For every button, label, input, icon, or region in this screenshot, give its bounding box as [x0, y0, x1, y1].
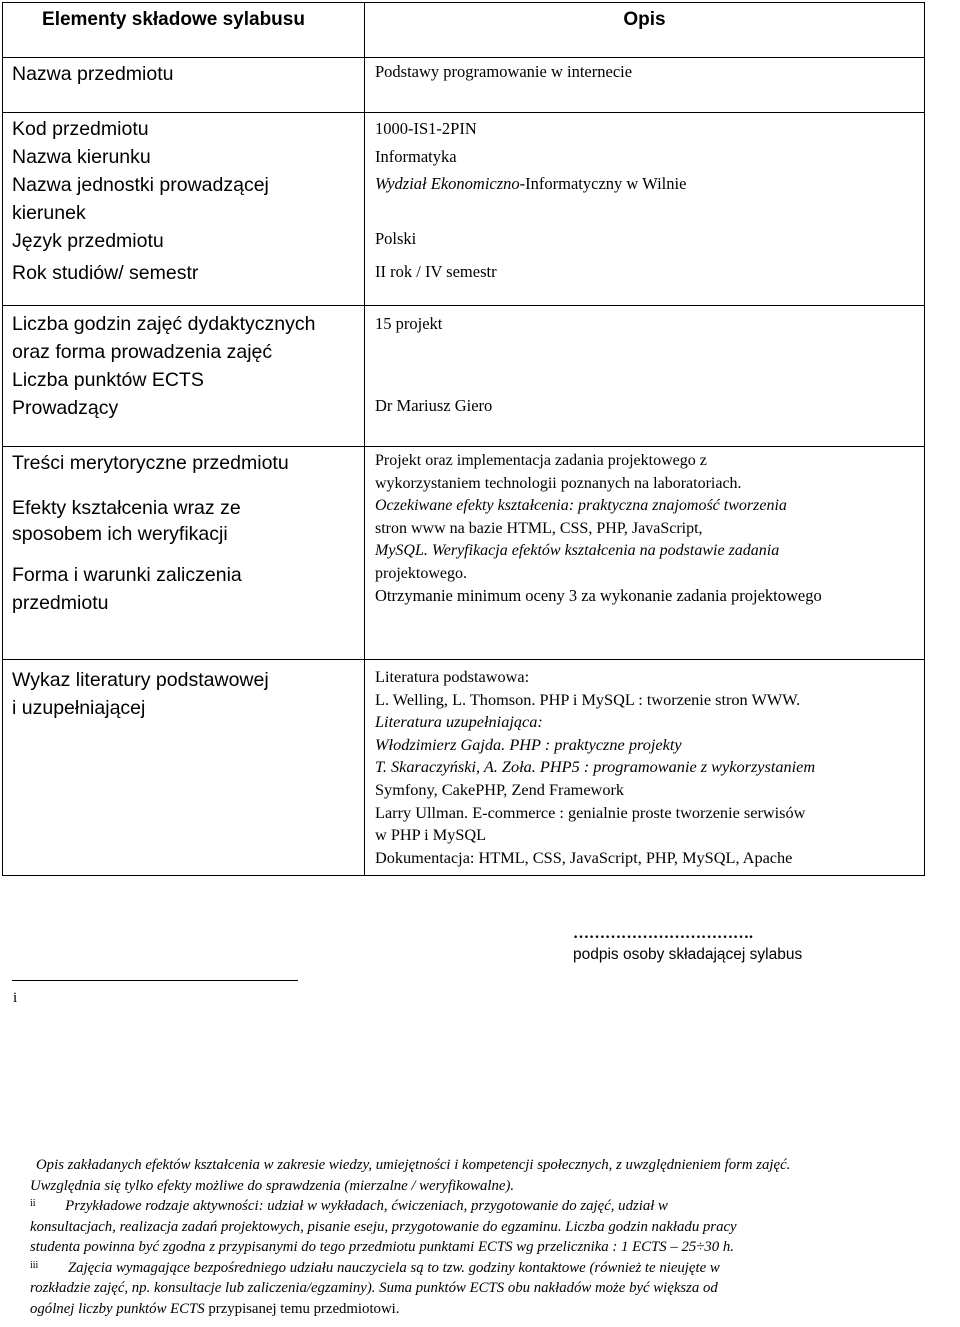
- signature-label: podpis osoby składającej sylabus: [573, 946, 803, 963]
- literature-basic-heading: Literatura podstawowa:: [375, 667, 530, 686]
- note-iii-line2: rozkładzie zajęć, np. konsultacje lub zaliczenia/egzaminy). Suma punktów ECTS obu nakładów może być większa od: [30, 1280, 718, 1296]
- note-iii-line3: ogólnej liczby punktów ECTS przypisanej temu przedmiotowi.: [30, 1300, 400, 1317]
- literature-item-4-line2: w PHP i MySQL: [375, 825, 487, 845]
- literature-documentation: Dokumentacja: HTML, CSS, JavaScript, PHP, MySQL, Apache: [375, 847, 793, 867]
- label-literature-line2: i uzupełniającej: [12, 697, 146, 719]
- labels-cell-1: [3, 58, 365, 113]
- note-ii-marker: ii: [30, 1198, 36, 1209]
- label-unit-line1: Nazwa jednostki prowadzącej: [12, 174, 269, 196]
- label-year-semester: Rok studiów/ semestr: [12, 262, 199, 284]
- note-ii-line1: $^{ii}$ Przykładowe rodzaje aktywności: udział w wykładach, ćwiczeniach, przygotowanie do zajęć, udział w: [30, 1198, 668, 1214]
- header-cell-elements: [3, 3, 365, 58]
- footnote-marker-i: i: [13, 990, 18, 1006]
- label-course-name: Nazwa przedmiotu: [12, 63, 174, 85]
- note-i-line1: Opis zakładanych efektów kształcenia w zakresie wiedzy, umiejętności i kompetencji społecznych, z uwzględnieniem form zajęć.: [36, 1157, 791, 1173]
- label-lecturer: Prowadzący: [12, 397, 119, 419]
- value-content-line1: Projekt oraz implementacja zadania projektowego z: [375, 452, 707, 469]
- footnotes-block: [30, 1155, 960, 1319]
- signature-dots: …………………………….: [573, 925, 753, 942]
- label-unit-line2: kierunek: [12, 202, 86, 224]
- label-hours-line1: Liczba godzin zajęć dydaktycznych: [12, 313, 316, 335]
- value-assessment: Otrzymanie minimum oceny 3 za wykonanie zadania projektowego: [375, 586, 822, 605]
- label-assessment-line1: Forma i warunki zaliczenia: [12, 564, 242, 586]
- note-iii-line1: $^{iii}$ Zajęcia wymagające bezpośredniego udziału nauczyciela są to tzw. godziny kontaktowe (również te nieujęte w: [30, 1259, 720, 1276]
- note-iii-marker: iii: [30, 1259, 39, 1271]
- value-outcomes-line1: Oczekiwane efekty kształcenia: praktyczna znajomość tworzenia: [375, 497, 787, 514]
- label-outcomes-line2: sposobem ich weryfikacji: [12, 523, 228, 545]
- footnote-separator: [12, 980, 298, 981]
- label-content: Treści merytoryczne przedmiotu: [12, 452, 289, 474]
- values-cell-1: [365, 58, 925, 113]
- value-year-semester: II rok / IV semestr: [375, 262, 497, 281]
- note-ii-line3: studenta powinna być zgodna z przypisanymi do tego przedmiotu punktami ECTS wg przelicznika : 1 ECTS – 25÷30 h.: [30, 1239, 734, 1255]
- values-cell-2: [365, 113, 925, 306]
- label-outcomes-line1: Efekty kształcenia wraz ze: [12, 497, 241, 519]
- value-language: Polski: [375, 228, 417, 248]
- literature-supplementary-heading: Literatura uzupełniająca:: [375, 712, 543, 732]
- value-content-line2: wykorzystaniem technologii poznanych na laboratoriach.: [375, 474, 742, 492]
- values-cell-5: [365, 660, 925, 876]
- label-hours-line2: oraz forma prowadzenia zajęć: [12, 341, 273, 363]
- label-language: Język przedmiotu: [12, 230, 164, 252]
- labels-cell-4: [3, 447, 365, 660]
- literature-item-3-line1: T. Skaraczyński, A. Zoła. PHP5 : programowanie z wykorzystaniem: [375, 757, 816, 777]
- labels-cell-3: [3, 306, 365, 447]
- values-cell-4: [365, 447, 925, 660]
- label-assessment-line2: przedmiotu: [12, 592, 109, 614]
- label-ects: Liczba punktów ECTS: [12, 369, 204, 391]
- header-cell-description: [365, 3, 925, 58]
- value-unit: Wydział Ekonomiczno-Informatyczny w Wilnie: [375, 174, 687, 193]
- note-ii-line2: konsultacjach, realizacja zadań projektowych, pisanie eseju, przygotowanie do egzaminu. Liczba godzin nakładu pracy: [30, 1218, 737, 1235]
- value-outcomes-line2: stron www na bazie HTML, CSS, PHP, JavaScript,: [375, 519, 703, 537]
- label-field-of-study: Nazwa kierunku: [12, 146, 151, 168]
- value-course-name: Podstawy programowanie w internecie: [375, 62, 633, 81]
- literature-item-2: Włodzimierz Gajda. PHP : praktyczne projekty: [375, 734, 682, 754]
- value-lecturer: Dr Mariusz Giero: [375, 395, 493, 415]
- syllabus-table: [2, 2, 925, 876]
- labels-cell-2: [3, 113, 365, 306]
- note-i-line2: Uwzględnia się tylko efekty możliwe do sprawdzenia (mierzalne / weryfikowalne).: [30, 1177, 515, 1194]
- header-elements: Elementy składowe sylabusu: [42, 9, 305, 30]
- values-cell-3: [365, 306, 925, 447]
- value-hours: 15 projekt: [375, 314, 443, 333]
- value-ects: [375, 338, 924, 392]
- header-description: Opis: [623, 9, 666, 30]
- label-course-code: Kod przedmiotu: [12, 118, 149, 140]
- value-course-code: 1000-IS1-2PIN: [375, 119, 477, 138]
- literature-item-3-line2: Symfony, CakePHP, Zend Framework: [375, 779, 625, 799]
- literature-item-1: L. Welling, L. Thomson. PHP i MySQL : tworzenie stron WWW.: [375, 689, 801, 709]
- value-outcomes-line4: projektowego.: [375, 564, 467, 582]
- label-literature-line1: Wykaz literatury podstawowej: [12, 669, 269, 691]
- labels-cell-5: [3, 660, 365, 876]
- literature-item-4-line1: Larry Ullman. E-commerce : genialnie proste tworzenie serwisów: [375, 802, 806, 822]
- value-outcomes-line3: MySQL. Weryfikacja efektów kształcenia na podstawie zadania: [375, 542, 780, 559]
- value-field-of-study: Informatyka: [375, 146, 457, 166]
